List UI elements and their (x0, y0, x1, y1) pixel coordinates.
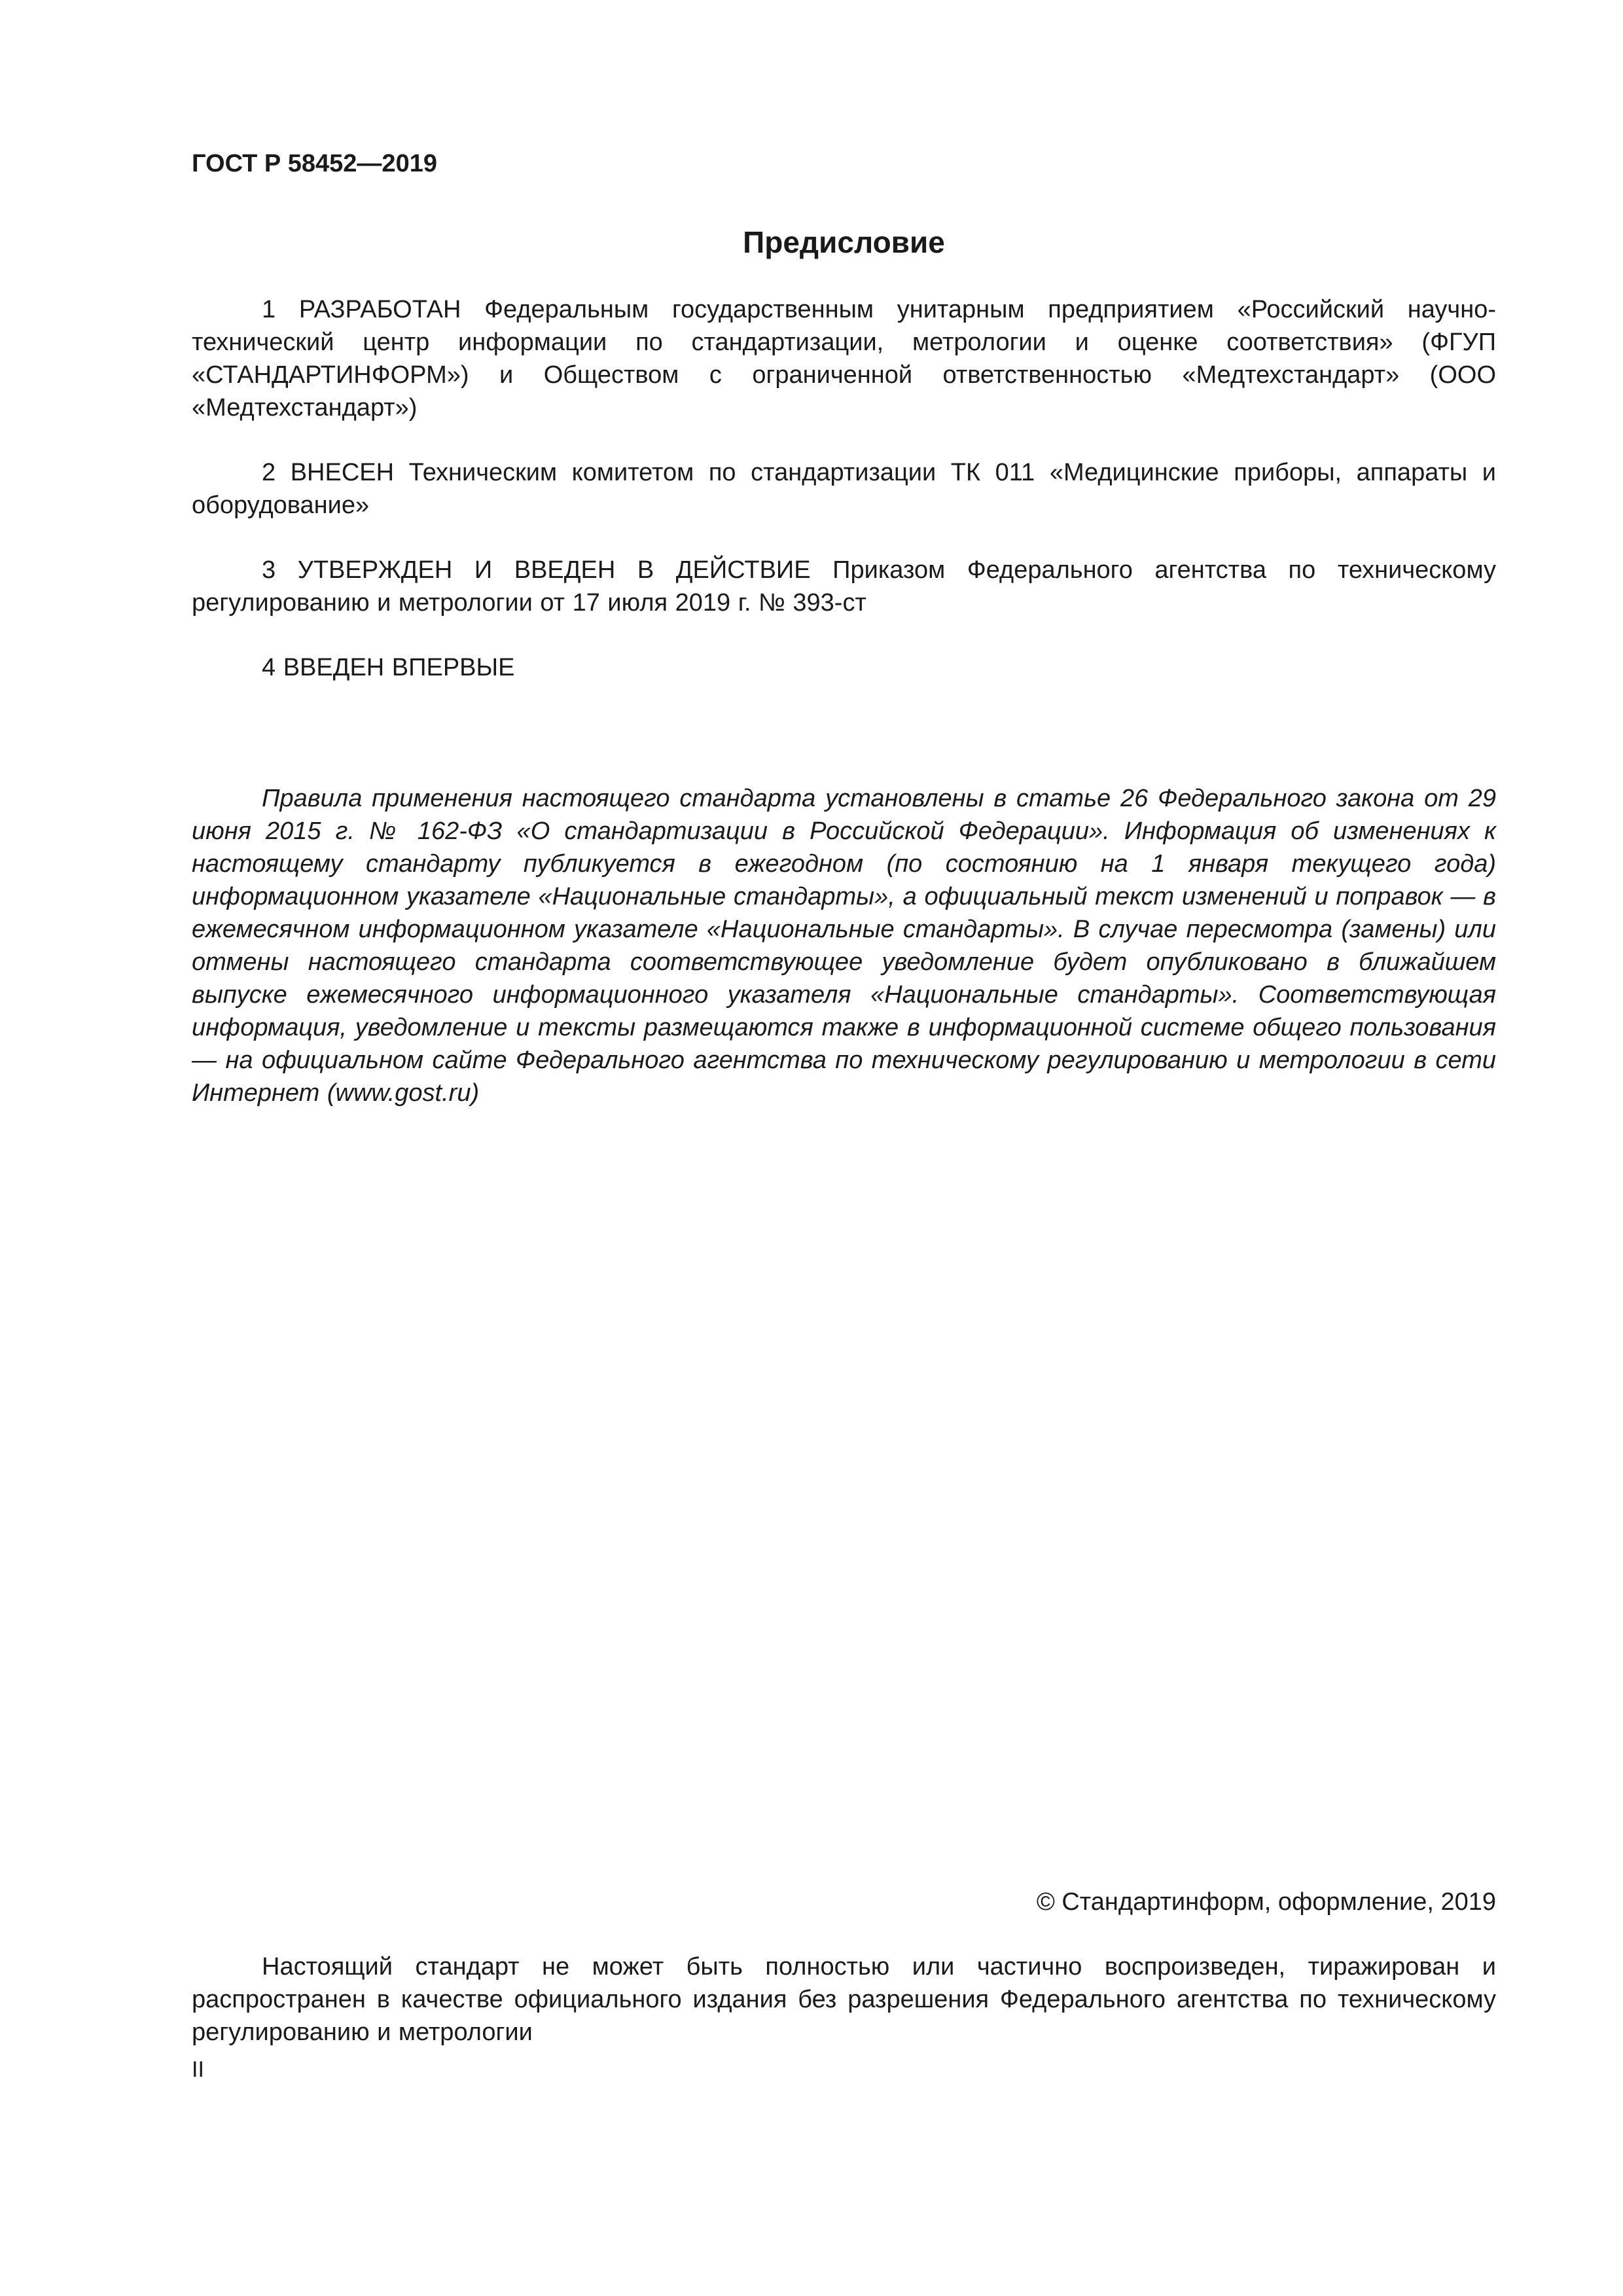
document-code: ГОСТ Р 58452—2019 (192, 150, 437, 177)
copyright-line: © Стандартинформ, оформление, 2019 (1036, 1888, 1496, 1916)
foreword-title: Предисловие (743, 225, 945, 259)
foreword-item-4: 4 ВВЕДЕН ВПЕРВЫЕ (262, 654, 515, 681)
reproduction-notice: Настоящий стандарт не может быть полностью или частично воспроизведен, тиражирован и распространен в качестве официального издания без разрешения Федерального агентства по техническому регулированию и метрологии (192, 1953, 1496, 2046)
foreword-item-3: 3 УТВЕРЖДЕН И ВВЕДЕН В ДЕЙСТВИЕ Приказом Федерального агентства по техническому регулированию и метрологии от 17 июля 2019 г. № 393-ст (192, 556, 1496, 617)
foreword-item-1: 1 РАЗРАБОТАН Федеральным государственным унитарным предприятием «Российский научно-технический центр информации по стандартизации, метрологии и оценке соответствия» (ФГУП «СТАНДАРТИНФОРМ») и Обществом с ограниченной ответственностью «Медтехстандарт» (ООО «Медтехстандарт») (192, 296, 1496, 422)
application-rules-notice: Правила применения настоящего стандарта установлены в статье 26 Федерального закона от 29 июня 2015 г. № 162-ФЗ «О стандартизации в Российской Федерации». Информация об изменениях к настоящему стандарту публикуется в ежегодном (по состоянию на 1 января текущего года) информационном указателе «Национальные стандарты», а официальный текст изменений и поправок — в ежемесячном информационном указателе «Национальные стандарты». В случае пересмотра (замены) или отмены настоящего стандарта соответствующее уведомление будет опубликовано в ближайшем выпуске ежемесячного информационного указателя «Национальные стандарты». Соответствующая информация, уведомление и тексты размещаются также в информационной системе общего пользования — на официальном сайте Федерального агентства по техническому регулированию и метрологии в сети Интернет (www.gost.ru) (192, 785, 1496, 1107)
foreword-item-2: 2 ВНЕСЕН Техническим комитетом по стандартизации ТК 011 «Медицинские приборы, аппараты и оборудование» (192, 459, 1496, 519)
page-number: II (192, 2057, 204, 2082)
